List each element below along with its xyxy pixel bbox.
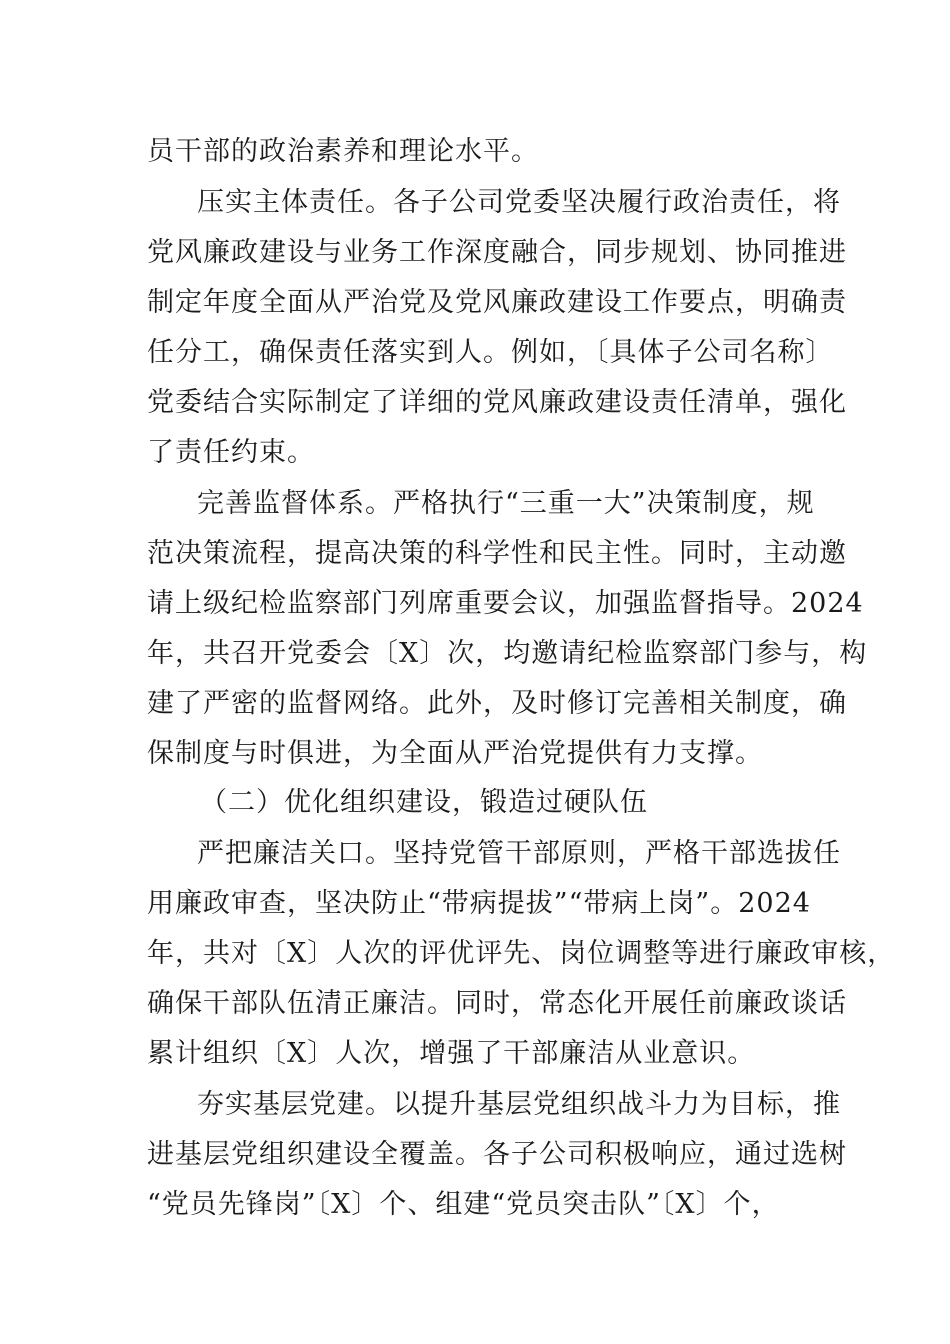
paragraph-start-line: 完善监督体系。严格执行“三重一大”决策制度，规 bbox=[197, 488, 815, 519]
text-line: 任分工，确保责任落实到人。例如，〔具体子公司名称〕 bbox=[147, 337, 834, 368]
text-line: 党风廉政建设与业务工作深度融合，同步规划、协同推进 bbox=[147, 237, 847, 268]
text-line: 建了严密的监督网络。此外，及时修订完善相关制度，确 bbox=[147, 688, 847, 719]
text-line: “党员先锋岗”〔X〕个、组建“党员突击队”〔X〕个， bbox=[147, 1189, 780, 1220]
paragraph-start-line: 压实主体责任。各子公司党委坚决履行政治责任，将 bbox=[197, 187, 841, 218]
text-line: 制定年度全面从严治党及党风廉政建设工作要点，明确责 bbox=[147, 287, 847, 318]
text-line: 了责任约束。 bbox=[147, 437, 315, 468]
paragraph-start-line: 严把廉洁关口。坚持党管干部原则，严格干部选拔任 bbox=[197, 838, 841, 869]
text-line: 用廉政审查，坚决防止“带病提拔”“带病上岗”。2024 bbox=[147, 888, 811, 919]
paragraph-start-line: 夯实基层党建。以提升基层党组织战斗力为目标，推 bbox=[197, 1089, 841, 1120]
text-line: 累计组织〔X〕人次，增强了干部廉洁从业意识。 bbox=[147, 1038, 756, 1069]
text-line: 党委结合实际制定了详细的党风廉政建设责任清单，强化 bbox=[147, 387, 847, 418]
text-line: 年，共对〔X〕人次的评优评先、岗位调整等进行廉政审核， bbox=[147, 938, 896, 969]
text-line: 范决策流程，提高决策的科学性和民主性。同时，主动邀 bbox=[147, 538, 847, 569]
text-line: 确保干部队伍清正廉洁。同时，常态化开展任前廉政谈话 bbox=[147, 988, 847, 1019]
text-line: 保制度与时俱进，为全面从严治党提供有力支撑。 bbox=[147, 738, 763, 769]
text-line: 员干部的政治素养和理论水平。 bbox=[147, 136, 539, 167]
text-line: 年，共召开党委会〔X〕次，均邀请纪检监察部门参与，构 bbox=[147, 638, 868, 669]
text-line: 请上级纪检监察部门列席重要会议，加强监督指导。2024 bbox=[147, 588, 864, 619]
text-line: 进基层党组织建设全覆盖。各子公司积极响应，通过选树 bbox=[147, 1139, 847, 1170]
section-heading: （二）优化组织建设，锻造过硬队伍 bbox=[200, 787, 648, 818]
